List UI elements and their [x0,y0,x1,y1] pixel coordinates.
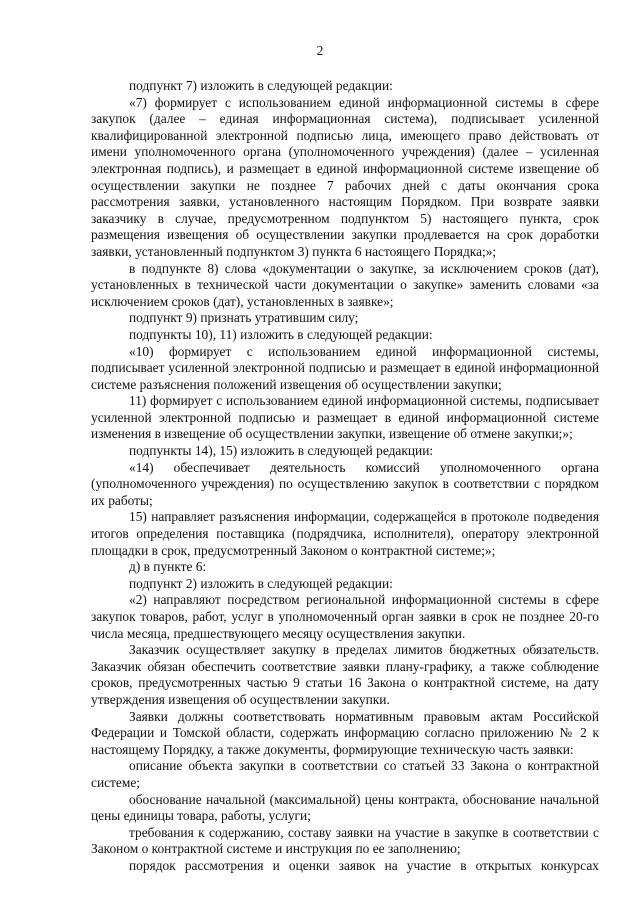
paragraph: Заказчик осуществляет закупку в пределах лимитов бюджетных обязательств. Заказчик обязан обеспечить соответствие заявки плану-графику, а также соблюдение сроков, предусмотренных частью 9 статьи 16 Закона о контрактной системе, на дату утверждения извещения об осуществлении закупки. [91,642,599,707]
paragraph: «2) направляют посредством региональной информационной системы в сфере закупок товаров, работ, услуг в уполномоченный орган заявки в срок не позднее 20-го числа месяца, предшествующего месяцу осуществления закупки. [91,592,599,641]
paragraph: д) в пункте 6: [129,559,207,575]
paragraph: порядок рассмотрения и оценки заявок на участие в открытых конкурсах [129,857,599,873]
paragraph: Заявки должны соответствовать нормативным правовым актам Российской Федерации и Томской области, содержать информацию согласно приложению № 2 к настоящему Порядку, а также документы, формирующие техническую часть заявки: [91,708,599,757]
paragraph: подпункт 7) изложить в следующей редакции: [129,78,393,93]
paragraph: описание объекта закупки в соответствии со статьей 33 Закона о контрактной системе; [91,758,599,790]
paragraph: подпункты 10), 11) изложить в следующей редакции: [129,326,433,342]
paragraph: «7) формирует с использованием единой информационной системы в сфере закупок (далее – единая информационная система), подписывает усиленной квалифицированной электронной подписью лица, имеющего право действовать от имени уполномоченного органа (уполномоченного учреждения) (далее – усиленная электронная подпись), и размещает в единой информационной системе извещение об осуществлении закупки не позднее 7 рабочих дней с даты окончания срока рассмотрения заявки, установленного настоящим Порядком. При возврате заявки заказчику в случае, предусмотренном подпунктом 5) настоящего пункта, срок размещения извещения об осуществлении закупки продлевается на срок доработки заявки, установленный подпунктом 3) пункта 6 настоящего Порядка;»; [91,94,599,259]
paragraph: 11) формирует с использованием единой информационной системы, подписывает усиленной электронной подписью и размещает в единой информационной системе изменения в извещение об осуществлении закупки, извещение об отмене закупки;»; [91,393,599,442]
document-body [91,78,599,875]
paragraph: 15) направляет разъяснения информации, содержащейся в протоколе подведения итогов определения поставщика (подрядчика, исполнителя), оператору электронной площадки в срок, предусмотренный Законом о контрактной системе;»; [91,509,599,558]
paragraph: «14) обеспечивает деятельность комиссий уполномоченного органа (уполномоченного учреждения) по осуществлению закупок в соответствии с порядком их работы; [91,459,599,508]
paragraph: подпункты 14), 15) изложить в следующей редакции: [129,443,434,459]
paragraph: «10) формирует с использованием единой информационной системы, подписывает усиленной электронной подписью и размещает в единой информационной системе разъяснения положений извещения об осуществлении закупки; [91,343,599,392]
paragraph: обоснование начальной (максимальной) цены контракта, обоснование начальной цены единицы товара, работы, услуги; [91,791,599,824]
paragraph: требования к содержанию, составу заявки на участие в закупке в соответствии с Законом о контрактной системе и инструкция по ее заполнению; [91,824,599,857]
page-number: 2 [316,43,324,58]
paragraph: подпункт 9) признать утратившим силу; [129,310,359,326]
paragraph: подпункт 2) изложить в следующей редакции: [129,575,393,591]
paragraph: в подпункте 8) слова «документации о закупке, за исключением сроков (дат), установленных в технической части документации о закупке» заменить словами «за исключением сроков (дат), установленных в заявке»; [91,260,599,309]
